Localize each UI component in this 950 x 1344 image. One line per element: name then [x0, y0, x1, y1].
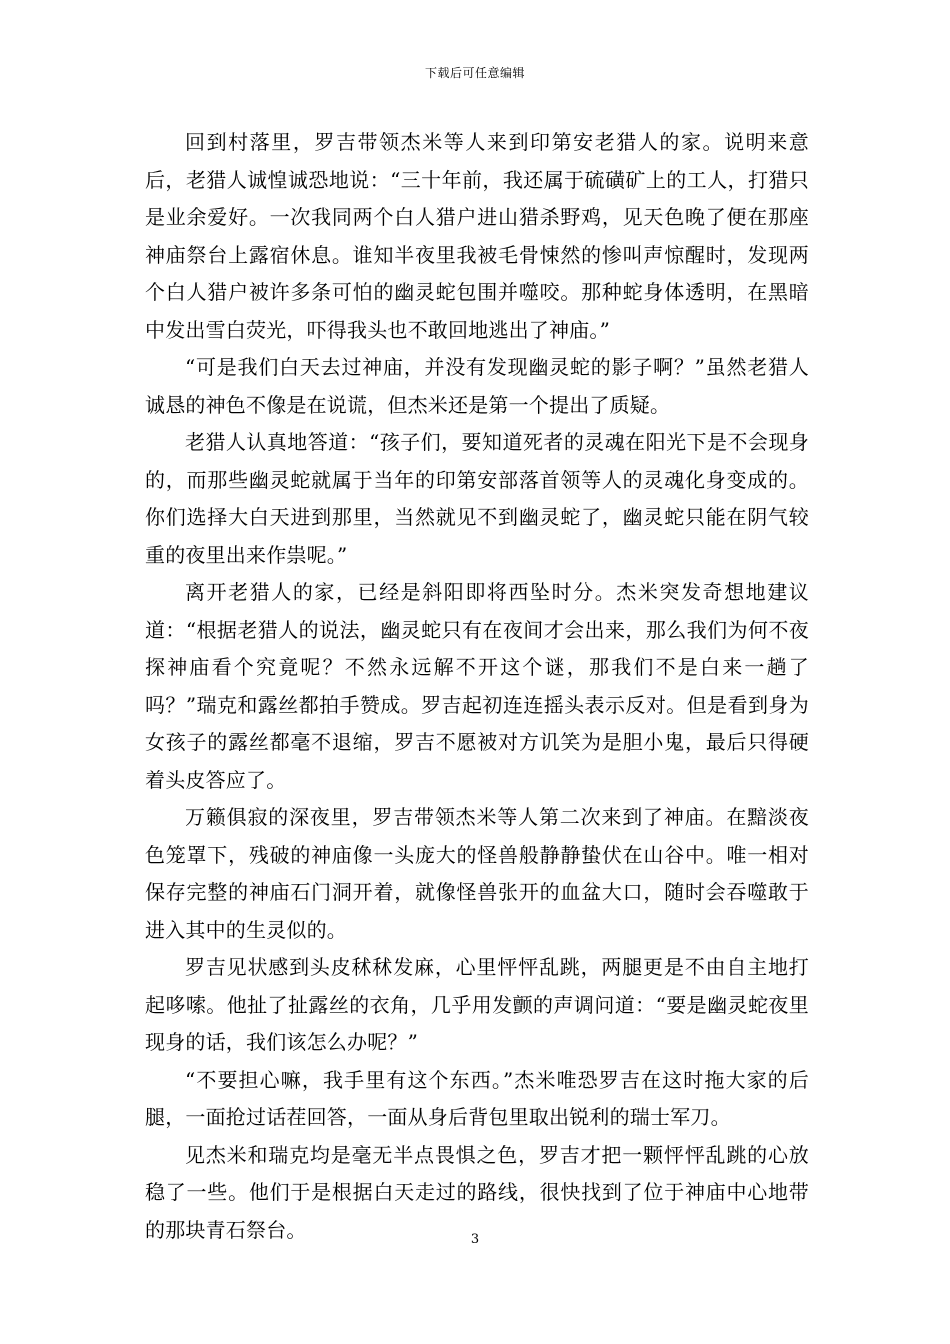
paragraph: 离开老猎人的家，已经是斜阳即将西坠时分。杰米突发奇想地建议道：“根据老猎人的说法，幽灵蛇只有在夜间才会出来，那么我们为何不夜探神庙看个究竟呢？不然永远解不开这个谜，那我们不是白来一趟了吗？”瑞克和露丝都拍手赞成。罗吉起初连连摇头表示反对。但是看到身为女孩子的露丝都毫不退缩，罗吉不愿被对方讥笑为是胆小鬼，最后只得硬着头皮答应了。: [145, 580, 809, 792]
page-header: 下载后可任意编辑: [424, 66, 525, 80]
paragraph: 万籁俱寂的深夜里，罗吉带领杰米等人第二次来到了神庙。在黯淡夜色笼罩下，残破的神庙像一头庞大的怪兽般静静蛰伏在山谷中。唯一相对保存完整的神庙石门洞开着，就像怪兽张开的血盆大口，随时会吞噬敢于进入其中的生灵似的。: [145, 805, 809, 942]
paragraph: 见杰米和瑞克均是毫无半点畏惧之色，罗吉才把一颗怦怦乱跳的心放稳了一些。他们于是根据白天走过的路线，很快找到了位于神庙中心地带的那块青石祭台。: [145, 1142, 809, 1242]
paragraph: 罗吉见状感到头皮秫秫发麻，心里怦怦乱跳，两腿更是不由自主地打起哆嗦。他扯了扯露丝的衣角，几乎用发颤的声调问道：“要是幽灵蛇夜里现身的话，我们该怎么办呢？”: [145, 955, 809, 1054]
paragraph: “可是我们白天去过神庙，并没有发现幽灵蛇的影子啊？”虽然老猎人诚恳的神色不像是在说谎，但杰米还是第一个提出了质疑。: [145, 355, 809, 417]
page-number: 3: [470, 1232, 480, 1247]
body-text: [145, 124, 809, 1249]
paragraph: “不要担心嘛，我手里有这个东西。”杰米唯恐罗吉在这时拖大家的后腿，一面抢过话茬回答，一面从身后背包里取出锐利的瑞士军刀。: [145, 1067, 809, 1129]
paragraph: 回到村落里，罗吉带领杰米等人来到印第安老猎人的家。说明来意后，老猎人诚惶诚恐地说：“三十年前，我还属于硫磺矿上的工人，打猎只是业余爱好。一次我同两个白人猎户进山猎杀野鸡，见天色晚了便在那座神庙祭台上露宿休息。谁知半夜里我被毛骨悚然的惨叫声惊醒时，发现两个白人猎户被许多条可怕的幽灵蛇包围并噬咬。那种蛇身体透明，在黑暗中发出雪白荧光，吓得我头也不敢回地逃出了神庙。”: [145, 130, 809, 342]
paragraph: 老猎人认真地答道：“孩子们，要知道死者的灵魂在阳光下是不会现身的，而那些幽灵蛇就属于当年的印第安部落首领等人的灵魂化身变成的。你们选择大白天进到那里，当然就见不到幽灵蛇了，幽灵蛇只能在阴气较重的夜里出来作祟呢。”: [145, 430, 809, 567]
